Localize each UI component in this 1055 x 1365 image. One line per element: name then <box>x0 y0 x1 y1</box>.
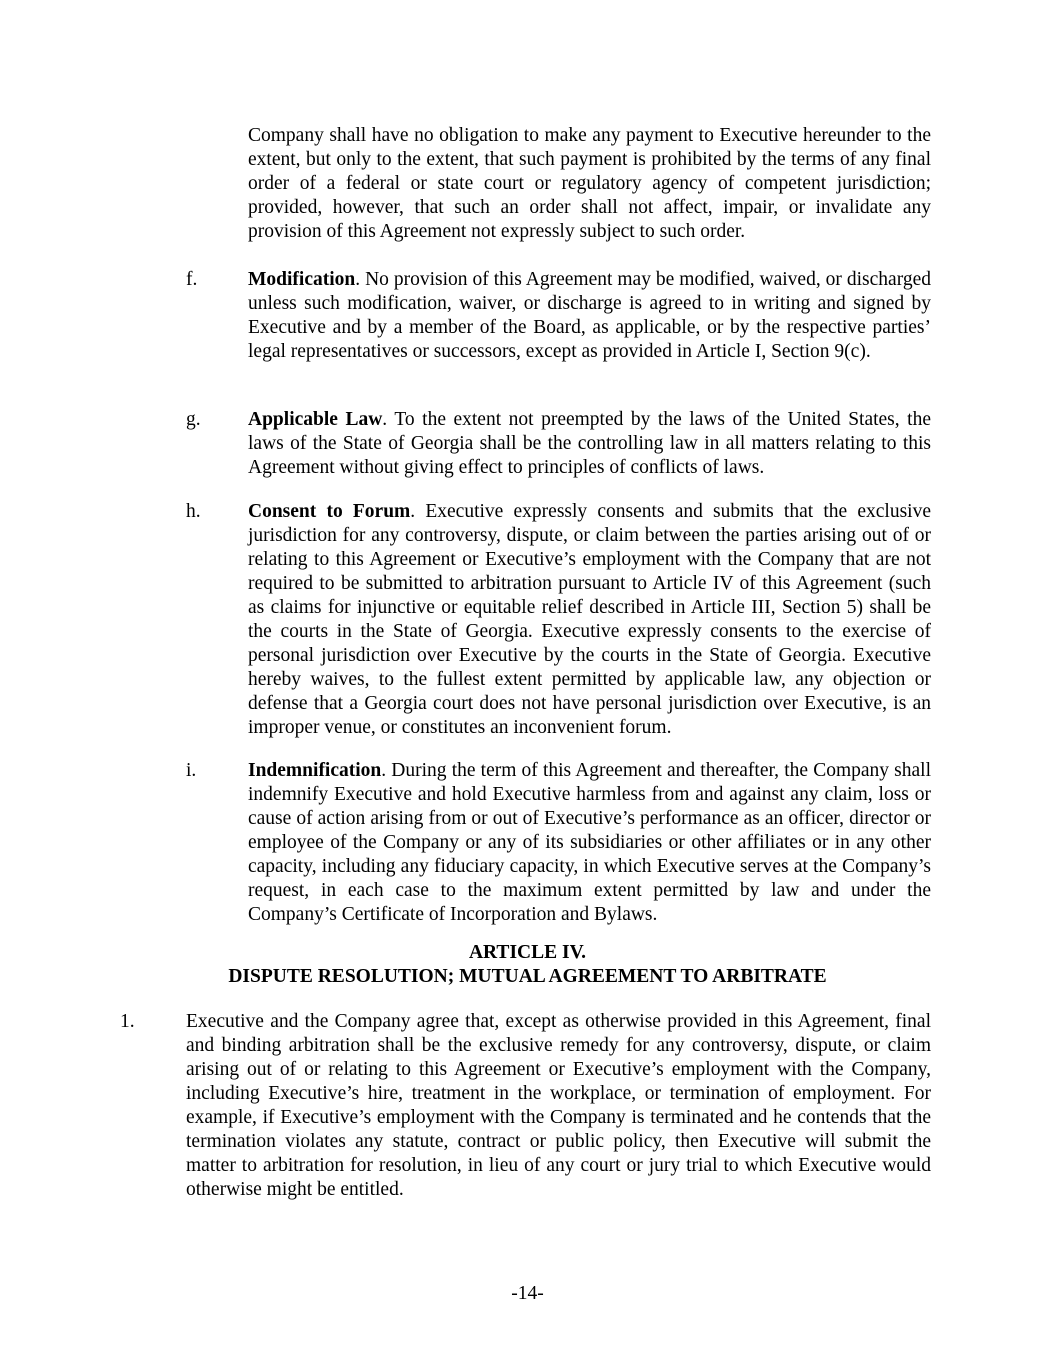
section-applicable-law <box>186 408 931 480</box>
page-number: -14- <box>511 1283 544 1304</box>
section-modification <box>186 268 931 364</box>
section-text <box>248 268 931 364</box>
continuation-paragraph: Company shall have no obligation to make any payment to Executive hereunder to the extent, but only to the extent, that such payment is prohibited by the terms of any final order of a federal or state court or regulatory agency of competent jurisdiction; provided, however, that such an order shall not affect, impair, or invalidate any provision of this Agreement not expressly subject to such order. <box>248 125 931 242</box>
section-marker: h. <box>186 501 201 522</box>
section-body: . No provision of this Agreement may be modified, waived, or discharged unless such modification, waiver, or discharge is agreed to in writing and signed by Executive and by a member of the Board, as applicable, or by the respective parties’ legal representatives or successors, except as provided in Article I, Section 9(c). <box>248 269 931 362</box>
section-body: . During the term of this Agreement and thereafter, the Company shall indemnify Executive and hold Executive harmless from and against any claim, loss or cause of action arising from or out of Executive’s performance as an officer, director or employee of the Company or any of its subsidiaries or other affiliates or in any other capacity, including any fiduciary capacity, in which Executive serves at the Company’s request, in each case to the maximum extent permitted by law and under the Company’s Certificate of Incorporation and Bylaws. <box>248 760 931 925</box>
paragraph-text: Executive and the Company agree that, except as otherwise provided in this Agreement, final and binding arbitration shall be the exclusive remedy for any controversy, dispute, or claim arising out of or relating to this Agreement or Executive’s employment with the Company, including Executive’s hire, treatment in the workplace, or termination of employment. For example, if Executive’s employment with the Company is terminated and he contends that the termination violates any statute, contract or public policy, then Executive will submit the matter to arbitration for resolution, in lieu of any court or jury trial to which Executive would otherwise might be entitled. <box>186 1011 931 1200</box>
section-body: . Executive expressly consents and submits that the exclusive jurisdiction for any controversy, dispute, or claim between the parties arising out of or relating to this Agreement or Executive’s employment with the Company that are not required to be submitted to arbitration pursuant to Article IV of this Agreement (such as claims for injunctive or equitable relief described in Article III, Section 5) shall be the courts in the State of Georgia. Executive expressly consents to the exercise of personal jurisdiction over Executive by the courts in the State of Georgia. Executive hereby waives, to the fullest extent permitted by applicable law, any objection or defense that a Georgia court does not have personal jurisdiction over Executive, is an improper venue, or constitutes an inconvenient forum. <box>248 501 931 738</box>
section-text <box>248 759 931 927</box>
section-heading: Indemnification <box>248 760 382 781</box>
section-heading: Modification <box>248 269 356 290</box>
section-consent-to-forum <box>186 500 931 740</box>
section-indemnification <box>186 759 931 927</box>
article-paragraph <box>120 1010 931 1202</box>
section-heading: Consent to Forum <box>248 501 411 522</box>
section-heading: Applicable Law <box>248 409 383 430</box>
section-marker: f. <box>186 269 198 290</box>
section-text <box>248 408 931 480</box>
article-number: ARTICLE IV. <box>468 942 587 963</box>
article-title: DISPUTE RESOLUTION; MUTUAL AGREEMENT TO ARBITRATE <box>228 966 827 987</box>
section-body: . To the extent not preempted by the laws of the United States, the laws of the State of Georgia shall be the controlling law in all matters relating to this Agreement without giving effect to principles of conflicts of laws. <box>248 409 931 478</box>
paragraph-marker: 1. <box>120 1011 135 1032</box>
section-marker: i. <box>186 760 197 781</box>
article-heading <box>100 941 955 989</box>
section-text <box>248 500 931 740</box>
section-marker: g. <box>186 409 201 430</box>
